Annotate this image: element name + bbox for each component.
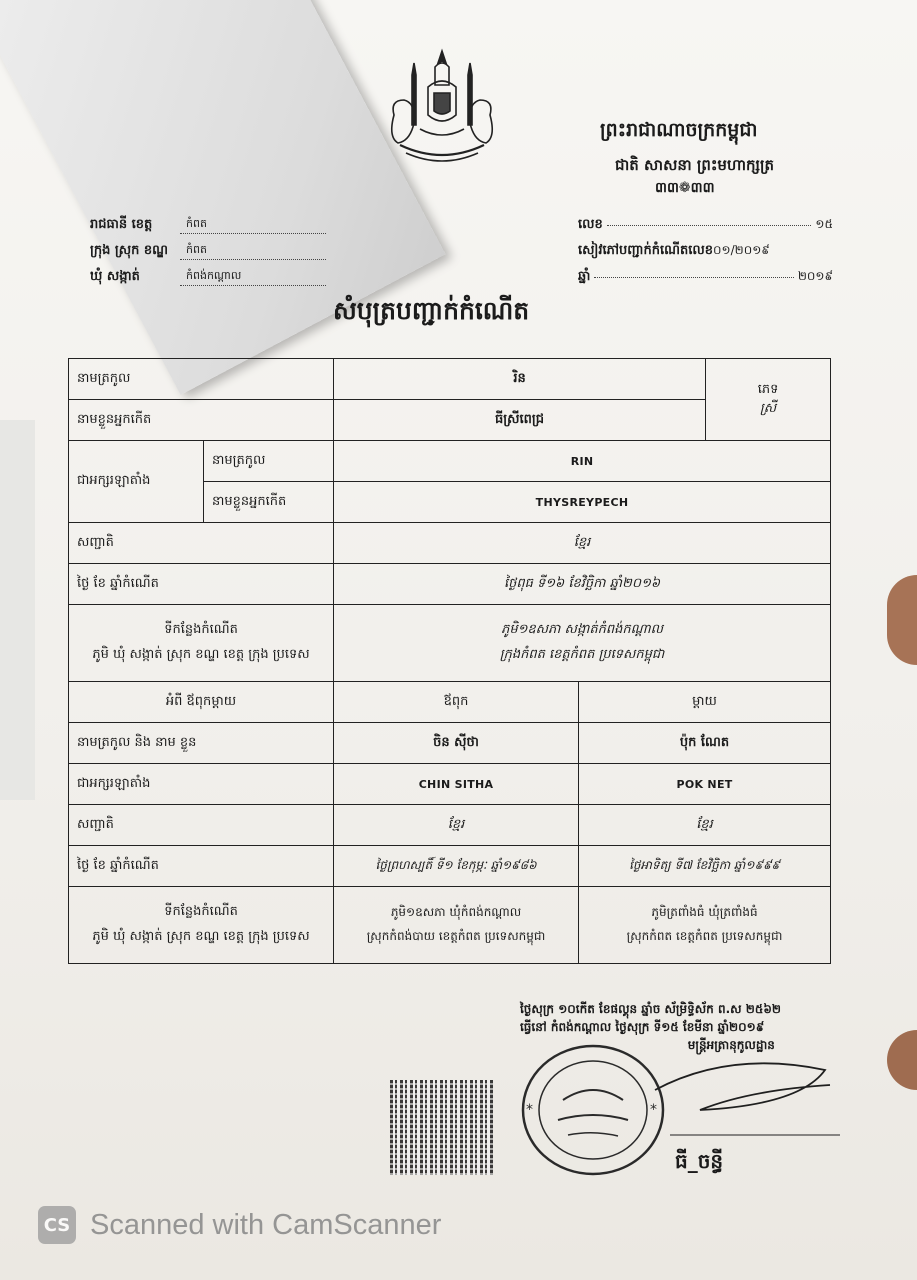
- table-row: [69, 887, 831, 964]
- parent-name-label: នាមត្រកូល និង នាម ខ្លួន: [69, 723, 334, 764]
- pob-value-cell: [334, 605, 831, 682]
- table-row: [69, 723, 831, 764]
- parent-nationality-label: សញ្ជាតិ: [69, 805, 334, 846]
- latin-family-label: នាមត្រកូល: [204, 441, 334, 482]
- table-row: [69, 682, 831, 723]
- province-label: រាជធានី ខេត្ត: [90, 216, 153, 232]
- mother-pob-cell: [579, 887, 831, 964]
- camscanner-text: Scanned with CamScanner: [90, 1208, 442, 1241]
- parent-pob-sublabel: ភូមិ ឃុំ សង្កាត់ ស្រុក ខណ្ឌ ខេត្ត ក្រុង ប្រទេស: [92, 929, 310, 944]
- father-dob: ថ្ងៃព្រហស្បតិ៍ ទី១ ខែកុម្ភៈ ឆ្នាំ១៩៨៦: [334, 846, 579, 887]
- year-row: [578, 264, 833, 290]
- pob-label-cell: [69, 605, 334, 682]
- parent-pob-label: ទីកន្លែងកំណើត: [164, 904, 238, 919]
- issue-place-date: ធ្វើនៅ កំពង់កណ្ដាល ថ្ងៃសុក្រ ទី១៥ ខែមីនា ឆ្នាំ២០១៩: [520, 1020, 765, 1034]
- dob-label: ថ្ងៃ ខែ ឆ្នាំកំណើត: [69, 564, 334, 605]
- table-row: [69, 846, 831, 887]
- svg-text:*: *: [526, 1102, 533, 1118]
- father-nationality: ខ្មែរ: [334, 805, 579, 846]
- svg-text:*: *: [650, 1102, 657, 1118]
- parents-about-label: អំពី ឪពុកម្ដាយ: [69, 682, 334, 723]
- camscanner-watermark: [38, 1206, 441, 1244]
- year-value: ២០១៩: [797, 269, 833, 283]
- finger-right-lower: [887, 1030, 917, 1090]
- latin-family-value: RIN: [334, 441, 831, 482]
- pob-line-2: ក្រុងកំពត ខេត្តកំពត ប្រទេសកម្ពុជា: [499, 647, 665, 662]
- child-family-name-label: នាមត្រកូល: [69, 359, 334, 400]
- officer-title: មន្ត្រីអត្រានុកូលដ្ឋាន: [687, 1038, 775, 1052]
- sex-label: ភេទ: [757, 381, 779, 397]
- mother-pob-line-2: ស្រុកកំពត ខេត្តកំពត ប្រទេសកម្ពុជា: [626, 929, 783, 943]
- parent-dob-label: ថ្ងៃ ខែ ឆ្នាំកំណើត: [69, 846, 334, 887]
- province-row: [90, 212, 326, 238]
- pob-sublabel: ភូមិ ឃុំ សង្កាត់ ស្រុក ខណ្ឌ ខេត្ត ក្រុង ប្រទេស: [92, 647, 310, 662]
- father-name: ចិន ស៊ីថា: [334, 723, 579, 764]
- commune-row: [90, 264, 326, 290]
- pob-label: ទីកន្លែងកំណើត: [164, 622, 238, 637]
- table-row: [69, 523, 831, 564]
- location-block: [90, 212, 326, 290]
- parent-latin-label: ជាអក្សរឡាតាំង: [69, 764, 334, 805]
- kingdom-heading: ព្រះរាជាណាចក្រកម្ពុជា: [600, 119, 758, 141]
- royal-arms-emblem-icon: [380, 45, 505, 170]
- father-header: ឪពុក: [334, 682, 579, 723]
- commune-value: កំពង់កណ្ដាល: [180, 269, 326, 286]
- nationality-value: ខ្មែរ: [334, 523, 831, 564]
- ornament-divider: ៣៣❁៣៣: [655, 180, 715, 196]
- table-row: [69, 605, 831, 682]
- father-pob-line-1: ភូមិ១ឧសភា ឃុំកំពង់កណ្ដាល: [390, 905, 522, 919]
- camscanner-logo-icon: CS: [38, 1206, 76, 1244]
- number-row: [578, 212, 833, 238]
- lunar-date: ថ្ងៃសុក្រ ១០កើត ខែផល្គុន ឆ្នាំច ស័ម្រិទ្ធិស័ក ព.ស ២៥៦២: [520, 1002, 781, 1016]
- table-row: [69, 805, 831, 846]
- register-row: [578, 238, 833, 264]
- register-label: សៀវភៅបញ្ជាក់កំណើតលេខ: [578, 242, 714, 258]
- signer-name: ធី_ចន្ធី: [675, 1149, 724, 1173]
- sex-cell: [706, 359, 831, 441]
- child-family-name: រិន: [334, 359, 706, 400]
- commune-label: ឃុំ សង្កាត់: [90, 268, 140, 284]
- latin-given-label: នាមខ្លួនអ្នកកើត: [204, 482, 334, 523]
- mother-nationality: ខ្មែរ: [579, 805, 831, 846]
- child-given-name-label: នាមខ្លួនអ្នកកើត: [69, 400, 334, 441]
- district-value: កំពត: [180, 243, 326, 260]
- signature-icon: [640, 1030, 840, 1140]
- mother-pob-line-1: ភូមិត្រពាំងធំ ឃុំត្រពាំងធំ: [651, 905, 758, 919]
- nation-motto: ជាតិ សាសនា ព្រះមហាក្សត្រ: [615, 156, 774, 174]
- document-title: សំបុត្របញ្ជាក់កំណើត: [333, 296, 530, 325]
- table-row: [69, 564, 831, 605]
- birth-certificate-table: [68, 358, 831, 964]
- child-given-name: ធីស្រីពេជ្រ: [334, 400, 706, 441]
- latin-label: ជាអក្សរឡាតាំង: [69, 441, 204, 523]
- register-value: ០១/២០១៩: [713, 243, 770, 257]
- father-latin: CHIN SITHA: [334, 764, 579, 805]
- district-label: ក្រុង ស្រុក ខណ្ឌ: [90, 242, 169, 258]
- qr-code-icon: [390, 1080, 493, 1175]
- father-pob-cell: [334, 887, 579, 964]
- pob-line-1: ភូមិ១ឧសភា សង្កាត់កំពង់កណ្ដាល: [501, 622, 663, 637]
- table-row: [69, 764, 831, 805]
- nationality-label: សញ្ជាតិ: [69, 523, 334, 564]
- parent-pob-label-cell: [69, 887, 334, 964]
- table-row: [69, 359, 831, 400]
- dob-value: ថ្ងៃពុធ ទី១៦ ខែវិច្ឆិកា ឆ្នាំ២០១៦: [334, 564, 831, 605]
- mother-dob: ថ្ងៃអាទិត្យ ទី៧ ខែវិច្ឆិកា ឆ្នាំ១៩៩៩: [579, 846, 831, 887]
- number-label: លេខ: [578, 216, 603, 232]
- number-value: ១៥: [815, 217, 833, 231]
- mother-header: ម្ដាយ: [579, 682, 831, 723]
- district-row: [90, 238, 326, 264]
- sex-value: ស្រី: [759, 400, 777, 416]
- folded-paper-corner: [0, 0, 446, 395]
- registry-block: [578, 212, 833, 290]
- mother-latin: POK NET: [579, 764, 831, 805]
- table-row: [69, 441, 831, 482]
- latin-given-value: THYSREYPECH: [334, 482, 831, 523]
- mother-name: ប៉ុក ណែត: [579, 723, 831, 764]
- underlying-page-edge: [0, 420, 35, 800]
- father-pob-line-2: ស្រុកកំពង់បាយ ខេត្តកំពត ប្រទេសកម្ពុជា: [366, 929, 546, 943]
- finger-right: [887, 575, 917, 665]
- province-value: កំពត: [180, 217, 326, 234]
- year-label: ឆ្នាំ: [578, 268, 591, 284]
